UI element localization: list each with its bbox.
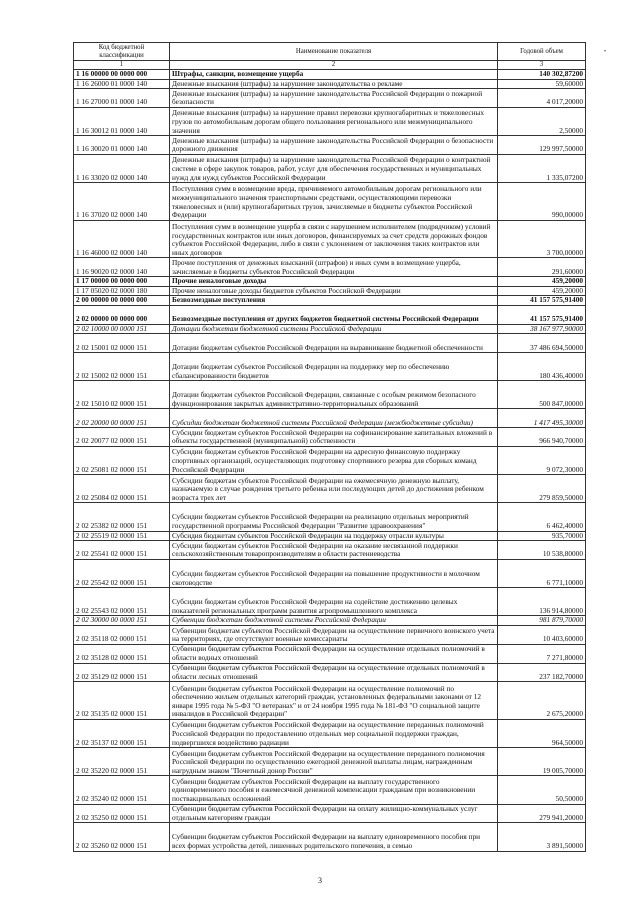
budget-code-cell: 2 02 30000 00 0000 151: [74, 616, 170, 626]
indicator-name-cell: Денежные взыскания (штрафы) за нарушение законодательства о рекламе: [170, 79, 498, 89]
annual-amount-cell: 50,50000: [498, 776, 586, 804]
indicator-name-cell: Безвозмездные поступления: [170, 296, 498, 306]
table-row: [74, 79, 586, 89]
annual-amount-cell: 279 941,20000: [498, 804, 586, 823]
budget-code-cell: 2 02 35250 02 0000 151: [74, 804, 170, 823]
indicator-name-cell: Субсидии бюджетам бюджетной системы Российской Федерации (межбюджетные субсидии): [170, 409, 498, 428]
table-row: [74, 663, 586, 682]
indicator-name-cell: Дотации бюджетам субъектов Российской Федерации на поддержку мер по обеспечению сбалансированности бюджетов: [170, 353, 498, 381]
annual-amount-cell: 38 167 977,90000: [498, 324, 586, 334]
column-number: 2: [170, 61, 498, 70]
table-row: [74, 541, 586, 560]
table-row: [74, 381, 586, 409]
annual-amount-cell: 981 879,70000: [498, 616, 586, 626]
table-row: [74, 644, 586, 663]
budget-code-cell: 1 16 37020 02 0000 140: [74, 183, 170, 221]
indicator-name-cell: Субвенции бюджетам субъектов Российской Федерации на осуществление отдельных полномочий в области водных отношений: [170, 644, 498, 663]
budget-code-cell: 2 02 15002 02 0000 151: [74, 353, 170, 381]
indicator-name-cell: Поступления сумм в возмещение ущерба в связи с нарушением исполнителем (подрядчиком) условий государственных контрактов или иных договоров, финансируемых за счет средств дорожных фондов субъектов Российской Федерации, либо в связи с уклонением от заключения таких контрактов или иных договоров: [170, 220, 498, 258]
budget-code-cell: 2 00 00000 00 0000 000: [74, 296, 170, 306]
annual-amount-cell: 4 017,20000: [498, 89, 586, 108]
annual-amount-cell: 59,60000: [498, 79, 586, 89]
table-row: [74, 447, 586, 475]
indicator-name-cell: Субсидия бюджетам субъектов Российской Федерации на поддержку отрасли культуры: [170, 531, 498, 541]
annual-amount-cell: 459,20000: [498, 286, 586, 296]
table-row: [74, 560, 586, 588]
indicator-name-cell: Субвенции бюджетам субъектов Российской Федерации на оплату жилищно-коммунальных услуг отдельным категориям граждан: [170, 804, 498, 823]
table-row: [74, 353, 586, 381]
indicator-name-cell: Субвенции бюджетам субъектов Российской Федерации на выплату государственного единовременного пособия и ежемесячной денежной компенсации гражданам при возникновении поствакцинальных осложнений: [170, 776, 498, 804]
budget-code-cell: 1 16 27000 01 0000 140: [74, 89, 170, 108]
budget-code-cell: 2 02 00000 00 0000 000: [74, 305, 170, 324]
table-row: [74, 258, 586, 277]
annual-amount-cell: 6 771,10000: [498, 560, 586, 588]
budget-code-cell: 2 02 10000 00 0000 151: [74, 324, 170, 334]
budget-code-cell: 1 17 00000 00 0000 000: [74, 277, 170, 287]
annual-amount-cell: 279 859,50000: [498, 475, 586, 503]
indicator-name-cell: Прочие неналоговые доходы: [170, 277, 498, 287]
table-row: [74, 626, 586, 645]
budget-code-cell: 1 16 90020 02 0000 140: [74, 258, 170, 277]
indicator-name-cell: Денежные взыскания (штрафы) за нарушение правил перевозки крупногабаритных и тяжеловесных грузов по автомобильным дорогам общего пользования регионального или межмуниципального значения: [170, 107, 498, 135]
indicator-name-cell: Денежные взыскания (штрафы) за нарушение законодательства Российской Федерации о пожарной безопасности: [170, 89, 498, 108]
budget-code-cell: 1 16 00000 00 0000 000: [74, 70, 170, 80]
indicator-name-cell: Субвенции бюджетам субъектов Российской Федерации на осуществление переданных полномочий Российской Федерации по предоставлению отдельных мер социальной поддержки граждан, подвергшихся воздействию радиации: [170, 719, 498, 747]
table-row: [74, 136, 586, 155]
indicator-name-cell: Денежные взыскания (штрафы) за нарушение законодательства Российской Федерации о контрактной системе в сфере закупок товаров, работ, услуг для обеспечения государственных и муниципальных нужд для нужд субъектов Российской Федерации: [170, 154, 498, 182]
indicator-name-cell: Субсидии бюджетам субъектов Российской Федерации на ежемесячную денежную выплату, назначаемую в случае рождения третьего ребенка или последующих детей до достижения ребенком возраста трех лет: [170, 475, 498, 503]
budget-code-cell: 1 16 30020 01 0000 140: [74, 136, 170, 155]
budget-code-cell: 2 02 25542 02 0000 151: [74, 560, 170, 588]
annual-amount-cell: 3 700,00000: [498, 220, 586, 258]
indicator-name-cell: Безвозмездные поступления от других бюджетов бюджетной системы Российской Федерации: [170, 305, 498, 324]
table-row: [74, 154, 586, 182]
indicator-name-cell: Субсидии бюджетам субъектов Российской Федерации на реализацию отдельных мероприятий государственной программы Российской Федерации "Развитие здравоохранения": [170, 503, 498, 531]
budget-code-cell: 2 02 15001 02 0000 151: [74, 334, 170, 353]
column-number: 3: [498, 61, 586, 70]
annual-amount-cell: 964,50000: [498, 719, 586, 747]
annual-amount-cell: 140 302,87200: [498, 70, 586, 80]
budget-code-cell: 2 02 35135 02 0000 151: [74, 682, 170, 720]
table-row: [74, 428, 586, 447]
table-row: [74, 334, 586, 353]
header-name: Наименование показателя: [170, 43, 498, 61]
budget-code-cell: 2 02 35118 02 0000 151: [74, 626, 170, 645]
indicator-name-cell: Дотации бюджетам субъектов Российской Федерации на выравнивание бюджетной обеспеченности: [170, 334, 498, 353]
budget-code-cell: 1 16 46000 02 0000 140: [74, 220, 170, 258]
budget-table-body: [74, 43, 586, 852]
budget-code-cell: 1 16 30012 01 0000 140: [74, 107, 170, 135]
column-number-row: [74, 61, 586, 70]
budget-code-cell: 2 02 35128 02 0000 151: [74, 644, 170, 663]
table-row: [74, 70, 586, 80]
budget-code-cell: 2 02 25541 02 0000 151: [74, 541, 170, 560]
page-number: 3: [318, 876, 322, 885]
annual-amount-cell: 10 538,80000: [498, 541, 586, 560]
table-row: [74, 475, 586, 503]
budget-code-cell: 2 02 25084 02 0000 151: [74, 475, 170, 503]
indicator-name-cell: Субсидии бюджетам субъектов Российской Федерации на повышение продуктивности в молочном скотоводстве: [170, 560, 498, 588]
table-row: [74, 324, 586, 334]
indicator-name-cell: Прочие поступления от денежных взысканий (штрафов) и иных сумм в возмещение ущерба, зачисляемые в бюджеты субъектов Российской Федерации: [170, 258, 498, 277]
table-row: [74, 296, 586, 306]
annual-amount-cell: 129 997,50000: [498, 136, 586, 155]
table-row: [74, 804, 586, 823]
annual-amount-cell: 41 157 575,91400: [498, 296, 586, 306]
annual-amount-cell: 7 271,80000: [498, 644, 586, 663]
table-row: [74, 823, 586, 851]
indicator-name-cell: Денежные взыскания (штрафы) за нарушение законодательства Российской Федерации о безопасности дорожного движения: [170, 136, 498, 155]
annual-amount-cell: 1 417 495,30000: [498, 409, 586, 428]
indicator-name-cell: Субвенции бюджетам субъектов Российской Федерации на осуществление полномочий по обеспечению жильем отдельных категорий граждан, установленных федеральными законами от 12 января 1995 года № 5-ФЗ "О ветеранах" и от 24 ноября 1995 года № 181-ФЗ "О социальной защите инвалидов в Российской Федерации": [170, 682, 498, 720]
indicator-name-cell: Субсидии бюджетам субъектов Российской Федерации на адресную финансовую поддержку спортивных организаций, осуществляющих подготовку спортивного резерва для сборных команд Российской Федерации: [170, 447, 498, 475]
annual-amount-cell: 3 891,50000: [498, 823, 586, 851]
indicator-name-cell: Субсидии бюджетам субъектов Российской Федерации на оказание несвязанной поддержки сельскохозяйственным товаропроизводителям в области растениеводства: [170, 541, 498, 560]
annual-amount-cell: 41 157 575,91400: [498, 305, 586, 324]
budget-code-cell: 2 02 20077 02 0000 151: [74, 428, 170, 447]
budget-code-cell: 2 02 35260 02 0000 151: [74, 823, 170, 851]
corner-mark: •: [604, 49, 607, 55]
budget-code-cell: 2 02 35137 02 0000 151: [74, 719, 170, 747]
table-row: [74, 183, 586, 221]
annual-amount-cell: 19 005,70000: [498, 748, 586, 776]
budget-code-cell: 2 02 25519 02 0000 151: [74, 531, 170, 541]
column-number: 1: [74, 61, 170, 70]
budget-code-cell: 2 02 25081 02 0000 151: [74, 447, 170, 475]
header-row: [74, 43, 586, 61]
indicator-name-cell: Штрафы, санкции, возмещение ущерба: [170, 70, 498, 80]
budget-code-cell: 2 02 25382 02 0000 151: [74, 503, 170, 531]
indicator-name-cell: Субсидии бюджетам субъектов Российской Федерации на софинансирование капитальных вложений в объекты государственной (муниципальной) собственности: [170, 428, 498, 447]
indicator-name-cell: Субвенции бюджетам субъектов Российской Федерации на осуществление отдельных полномочий в области лесных отношений: [170, 663, 498, 682]
table-row: [74, 107, 586, 135]
indicator-name-cell: Субвенции бюджетам субъектов Российской Федерации на осуществление переданного полномочия Российской Федерации по осуществлению ежегодной денежной выплаты лицам, награжденным нагрудным знаком "Почетный донор России": [170, 748, 498, 776]
table-row: [74, 682, 586, 720]
budget-code-cell: 2 02 15010 02 0000 151: [74, 381, 170, 409]
table-row: [74, 277, 586, 287]
annual-amount-cell: 136 914,80000: [498, 588, 586, 616]
indicator-name-cell: Субвенции бюджетам бюджетной системы Российской Федерации: [170, 616, 498, 626]
indicator-name-cell: Субсидии бюджетам субъектов Российской Федерации на содействие достижению целевых показателей региональных программ развития агропромышленного комплекса: [170, 588, 498, 616]
header-code: Код бюджетной классификации: [74, 43, 170, 61]
table-row: [74, 409, 586, 428]
budget-code-cell: 2 02 20000 00 0000 151: [74, 409, 170, 428]
annual-amount-cell: 37 486 694,50000: [498, 334, 586, 353]
budget-code-cell: 2 02 35220 02 0000 151: [74, 748, 170, 776]
table-row: [74, 503, 586, 531]
table-row: [74, 220, 586, 258]
annual-amount-cell: 180 436,40000: [498, 353, 586, 381]
table-row: [74, 89, 586, 108]
indicator-name-cell: Поступления сумм в возмещение вреда, причиняемого автомобильным дорогам регионального или межмуниципального значения транспортными средствами, осуществляющими перевозки тяжеловесных и (или) крупногабаритных грузов, зачисляемые в бюджеты субъектов Российской Федерации: [170, 183, 498, 221]
annual-amount-cell: 459,20000: [498, 277, 586, 287]
budget-table: [73, 42, 586, 852]
annual-amount-cell: 500 847,00000: [498, 381, 586, 409]
annual-amount-cell: 990,00000: [498, 183, 586, 221]
annual-amount-cell: 10 403,60000: [498, 626, 586, 645]
table-row: [74, 588, 586, 616]
table-row: [74, 616, 586, 626]
budget-code-cell: 2 02 25543 02 0000 151: [74, 588, 170, 616]
indicator-name-cell: Субвенции бюджетам субъектов Российской Федерации на выплату единовременного пособия при всех формах устройства детей, лишенных родительского попечения, в семью: [170, 823, 498, 851]
header-sum: Годовой объем: [498, 43, 586, 61]
annual-amount-cell: 966 940,70000: [498, 428, 586, 447]
annual-amount-cell: 291,60000: [498, 258, 586, 277]
annual-amount-cell: 2 675,20000: [498, 682, 586, 720]
budget-code-cell: 1 17 05020 02 0000 180: [74, 286, 170, 296]
budget-code-cell: 2 02 35240 02 0000 151: [74, 776, 170, 804]
table-row: [74, 531, 586, 541]
indicator-name-cell: Дотации бюджетам субъектов Российской Федерации, связанные с особым режимом безопасного функционирования закрытых административно-территориальных образований: [170, 381, 498, 409]
table-row: [74, 305, 586, 324]
budget-code-cell: 2 02 35129 02 0000 151: [74, 663, 170, 682]
budget-code-cell: 1 16 33020 02 0000 140: [74, 154, 170, 182]
annual-amount-cell: 9 072,30000: [498, 447, 586, 475]
table-row: [74, 748, 586, 776]
annual-amount-cell: 237 182,70000: [498, 663, 586, 682]
indicator-name-cell: Субвенции бюджетам субъектов Российской Федерации на осуществление первичного воинского учета на территориях, где отсутствуют военные комиссариаты: [170, 626, 498, 645]
annual-amount-cell: 6 462,40000: [498, 503, 586, 531]
annual-amount-cell: 1 335,07200: [498, 154, 586, 182]
annual-amount-cell: 935,70000: [498, 531, 586, 541]
budget-code-cell: 1 16 26000 01 0000 140: [74, 79, 170, 89]
table-row: [74, 776, 586, 804]
annual-amount-cell: 2,50000: [498, 107, 586, 135]
table-row: [74, 286, 586, 296]
indicator-name-cell: Прочие неналоговые доходы бюджетов субъектов Российской Федерации: [170, 286, 498, 296]
indicator-name-cell: Дотации бюджетам бюджетной системы Российской Федерации: [170, 324, 498, 334]
table-row: [74, 719, 586, 747]
